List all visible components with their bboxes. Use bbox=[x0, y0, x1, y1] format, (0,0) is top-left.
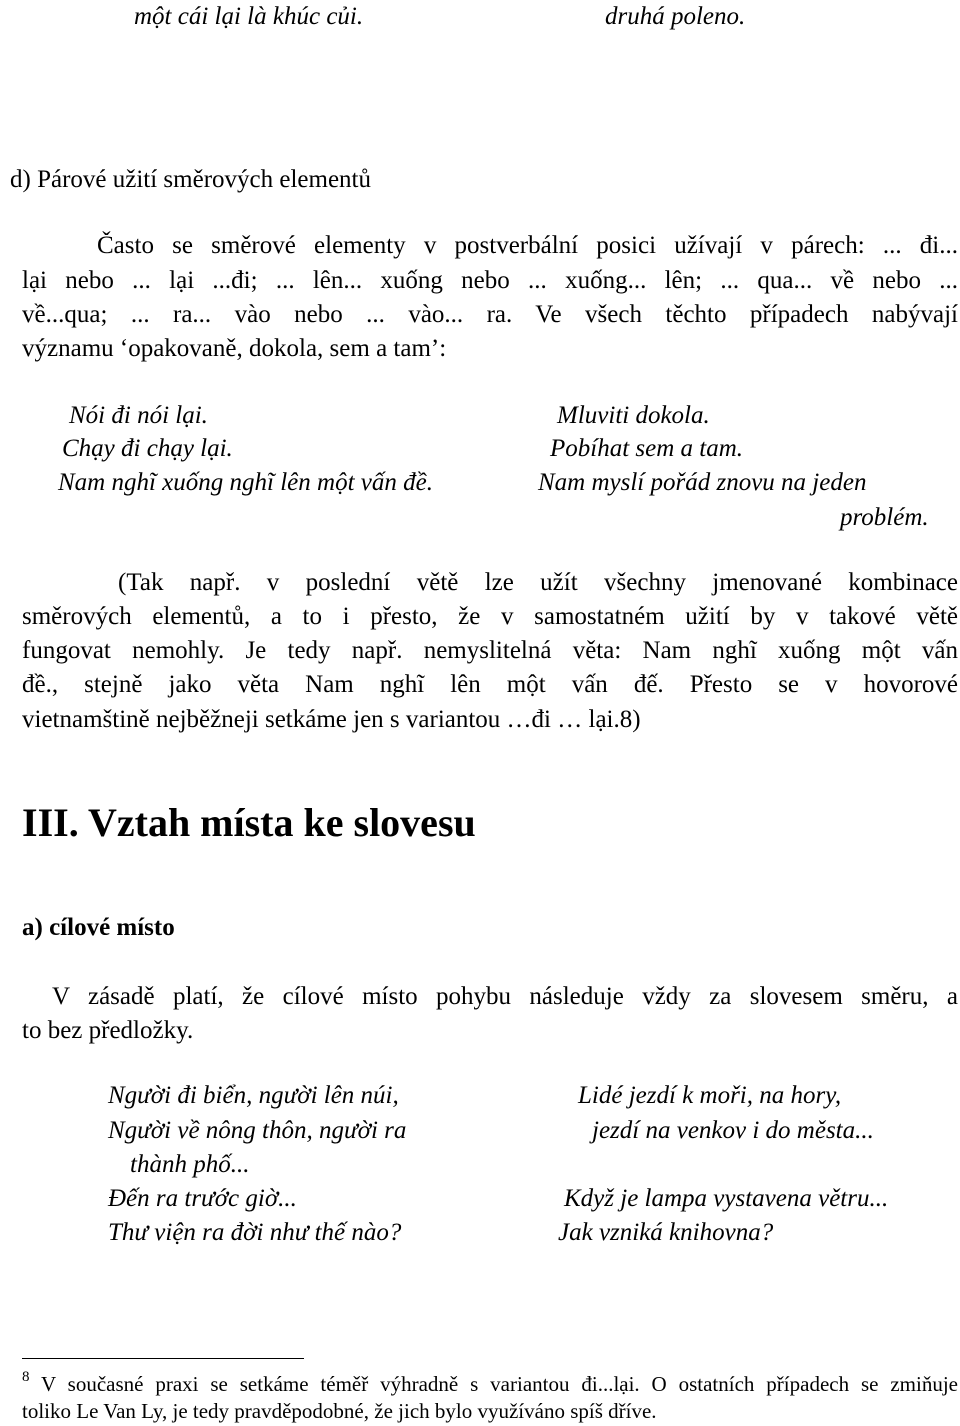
iii-example-viet-3: Đến ra trước giờ... bbox=[108, 1185, 297, 1212]
footnote-line-1: $^8$ V současné praxi se setkáme téměř výhradně s variantou đi...lại. O ostatních případech se zmiňuje bbox=[22, 1369, 958, 1396]
note-line-3: fungovat nemohly. Je tedy např. nemyslitelná věta: Nam nghĩ xuống một vấn bbox=[22, 637, 958, 664]
section-d-heading: d) Párové užití směrových elementů bbox=[10, 166, 371, 193]
note-line-4: đề., stejně jako věta Nam nghĩ lên một vấn đế. Přesto se v hovorové bbox=[22, 671, 958, 698]
iii-example-czech-1: Lidé jezdí k moři, na hory, bbox=[578, 1082, 842, 1109]
top-viet-line: một cái lại là khúc củi. bbox=[134, 3, 364, 30]
iii-example-viet-1: Người đi biển, người lên núi, bbox=[108, 1082, 399, 1109]
section-iii-heading: III. Vztah místa ke slovesu bbox=[22, 800, 476, 845]
example-viet-1: Nói đi nói lại. bbox=[69, 402, 208, 429]
iii-example-viet-2-cont: thành phố... bbox=[130, 1151, 250, 1178]
footnote-line-2: toliko Le Van Ly, je tedy pravděpodobné, že jich bylo využíváno spíš dříve. bbox=[22, 1399, 657, 1423]
example-viet-3: Nam nghĩ xuống nghĩ lên một vấn đề. bbox=[58, 469, 433, 496]
top-czech-line: druhá poleno. bbox=[605, 3, 746, 30]
iii-example-czech-2: jezdí na venkov i do města... bbox=[592, 1117, 874, 1144]
para-line-2: lại nebo ... lại ...đi; ... lên... xuống nebo ... xuống... lên; ... qua... về nebo ... bbox=[22, 267, 958, 294]
para-line-4: významu ‘opakovaně, dokola, sem a tam’: bbox=[22, 335, 447, 362]
footnote-separator bbox=[22, 1358, 304, 1359]
para-line-1: Často se směrové elementy v postverbální posici užívají v párech: ... đi... bbox=[97, 232, 958, 259]
example-czech-2: Pobíhat sem a tam. bbox=[550, 435, 744, 462]
note-line-5: vietnamštině nejběžneji setkáme jen s variantou …đi … lại.8) bbox=[22, 706, 641, 733]
iii-example-czech-4: Jak vzniká knihovna? bbox=[558, 1219, 774, 1246]
subsection-a-heading: a) cílové místo bbox=[22, 914, 175, 941]
iii-example-czech-3: Když je lampa vystavena větru... bbox=[564, 1185, 889, 1212]
iii-example-viet-4: Thư viện ra đời như thế nào? bbox=[108, 1219, 402, 1246]
iii-example-viet-2: Người về nông thôn, người ra bbox=[108, 1117, 407, 1144]
note-line-1: (Tak např. v poslední větě lze užít všechny jmenované kombinace bbox=[118, 569, 958, 596]
para-line-3: về...qua; ... ra... vào nebo ... vào... ra. Ve všech těchto případech nabývají bbox=[22, 301, 958, 328]
note-line-2: směrových elementů, a to i přesto, že v samostatném užití by v takové větě bbox=[22, 603, 958, 630]
example-czech-1: Mluviti dokola. bbox=[557, 402, 710, 429]
example-czech-3: Nam myslí pořád znovu na jeden bbox=[538, 469, 867, 496]
iii-para-line-1: V zásadě platí, že cílové místo pohybu následuje vždy za slovesem směru, a bbox=[52, 983, 958, 1010]
example-czech-3-cont: problém. bbox=[840, 504, 929, 531]
footnote-number: 8 bbox=[22, 1369, 30, 1385]
iii-para-line-2: to bez předložky. bbox=[22, 1017, 194, 1044]
example-viet-2: Chạy đi chạy lại. bbox=[62, 435, 233, 462]
